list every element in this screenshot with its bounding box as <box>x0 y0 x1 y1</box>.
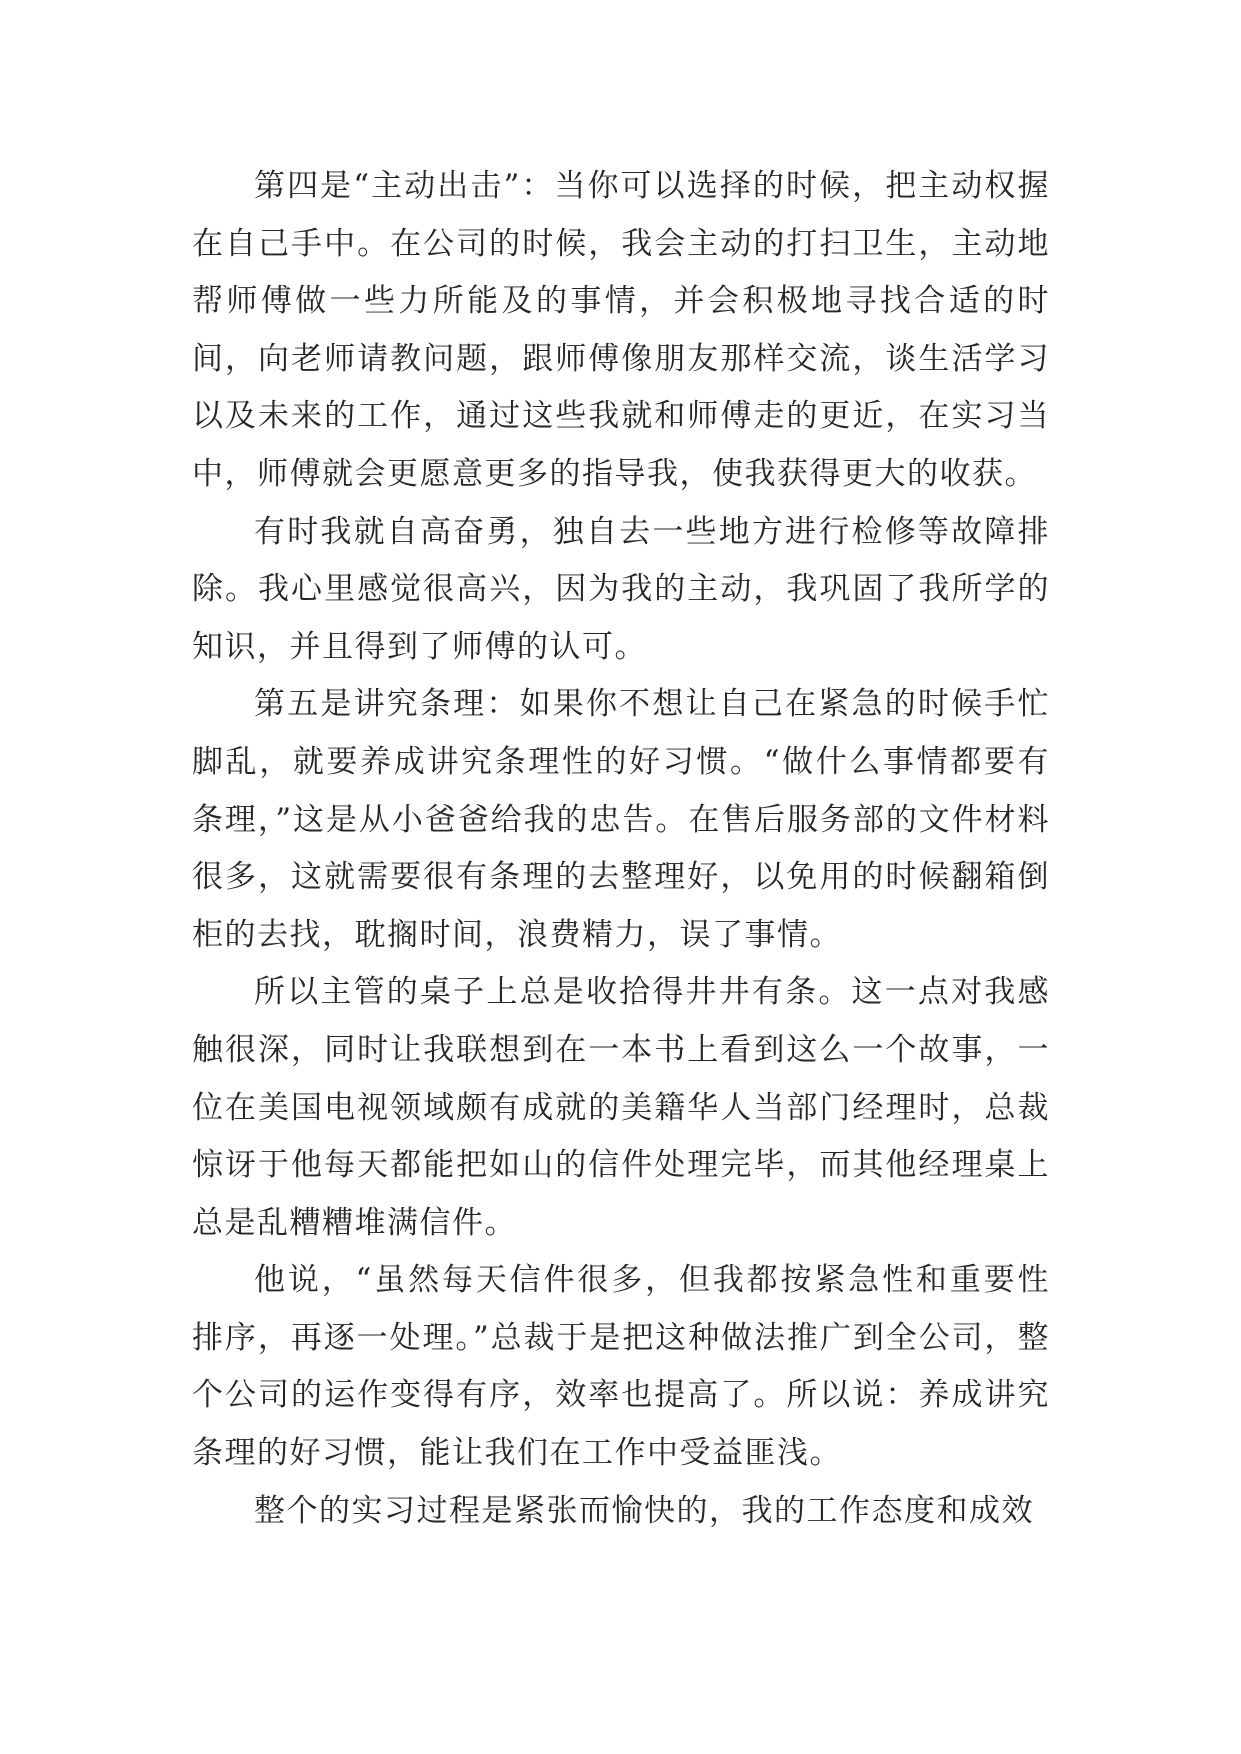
paragraph: 整个的实习过程是紧张而愉快的，我的工作态度和成效 <box>254 1492 1034 1529</box>
paragraph: 所以主管的桌子上总是收拾得井井有条。这一点对我感触很深，同时让我联想到在一本书上看到这么一个故事，一位在美国电视领域颇有成就的美籍华人当部门经理时，总裁惊讶于他每天都能把如山的信件处理完毕，而其他经理桌上总是乱糟糟堆满信件。 <box>192 974 1050 1241</box>
paragraph: 第四是“主动出击”：当你可以选择的时候，把主动权握在自己手中。在公司的时候，我会主动的打扫卫生，主动地帮师傅做一些力所能及的事情，并会积极地寻找合适的时间，向老师请教问题，跟师傅像朋友那样交流，谈生活学习以及未来的工作，通过这些我就和师傅走的更近，在实习当中，师傅就会更愿意更多的指导我，使我获得更大的收获。 <box>192 168 1050 492</box>
paragraph: 有时我就自高奋勇，独自去一些地方进行检修等故障排除。我心里感觉很高兴，因为我的主动，我巩固了我所学的知识，并且得到了师傅的认可。 <box>192 513 1050 665</box>
body-text <box>192 158 1050 1540</box>
paragraph: 第五是讲究条理：如果你不想让自己在紧急的时候手忙脚乱，就要养成讲究条理性的好习惯。“做什么事情都要有条理，”这是从小爸爸给我的忠告。在售后服务部的文件材料很多，这就需要很有条理的去整理好，以免用的时候翻箱倒柜的去找，耽搁时间，浪费精力，误了事情。 <box>192 686 1050 953</box>
paragraph: 他说，“虽然每天信件很多，但我都按紧急性和重要性排序，再逐一处理。”总裁于是把这种做法推广到全公司，整个公司的运作变得有序，效率也提高了。所以说：养成讲究条理的好习惯，能让我们在工作中受益匪浅。 <box>192 1262 1050 1472</box>
